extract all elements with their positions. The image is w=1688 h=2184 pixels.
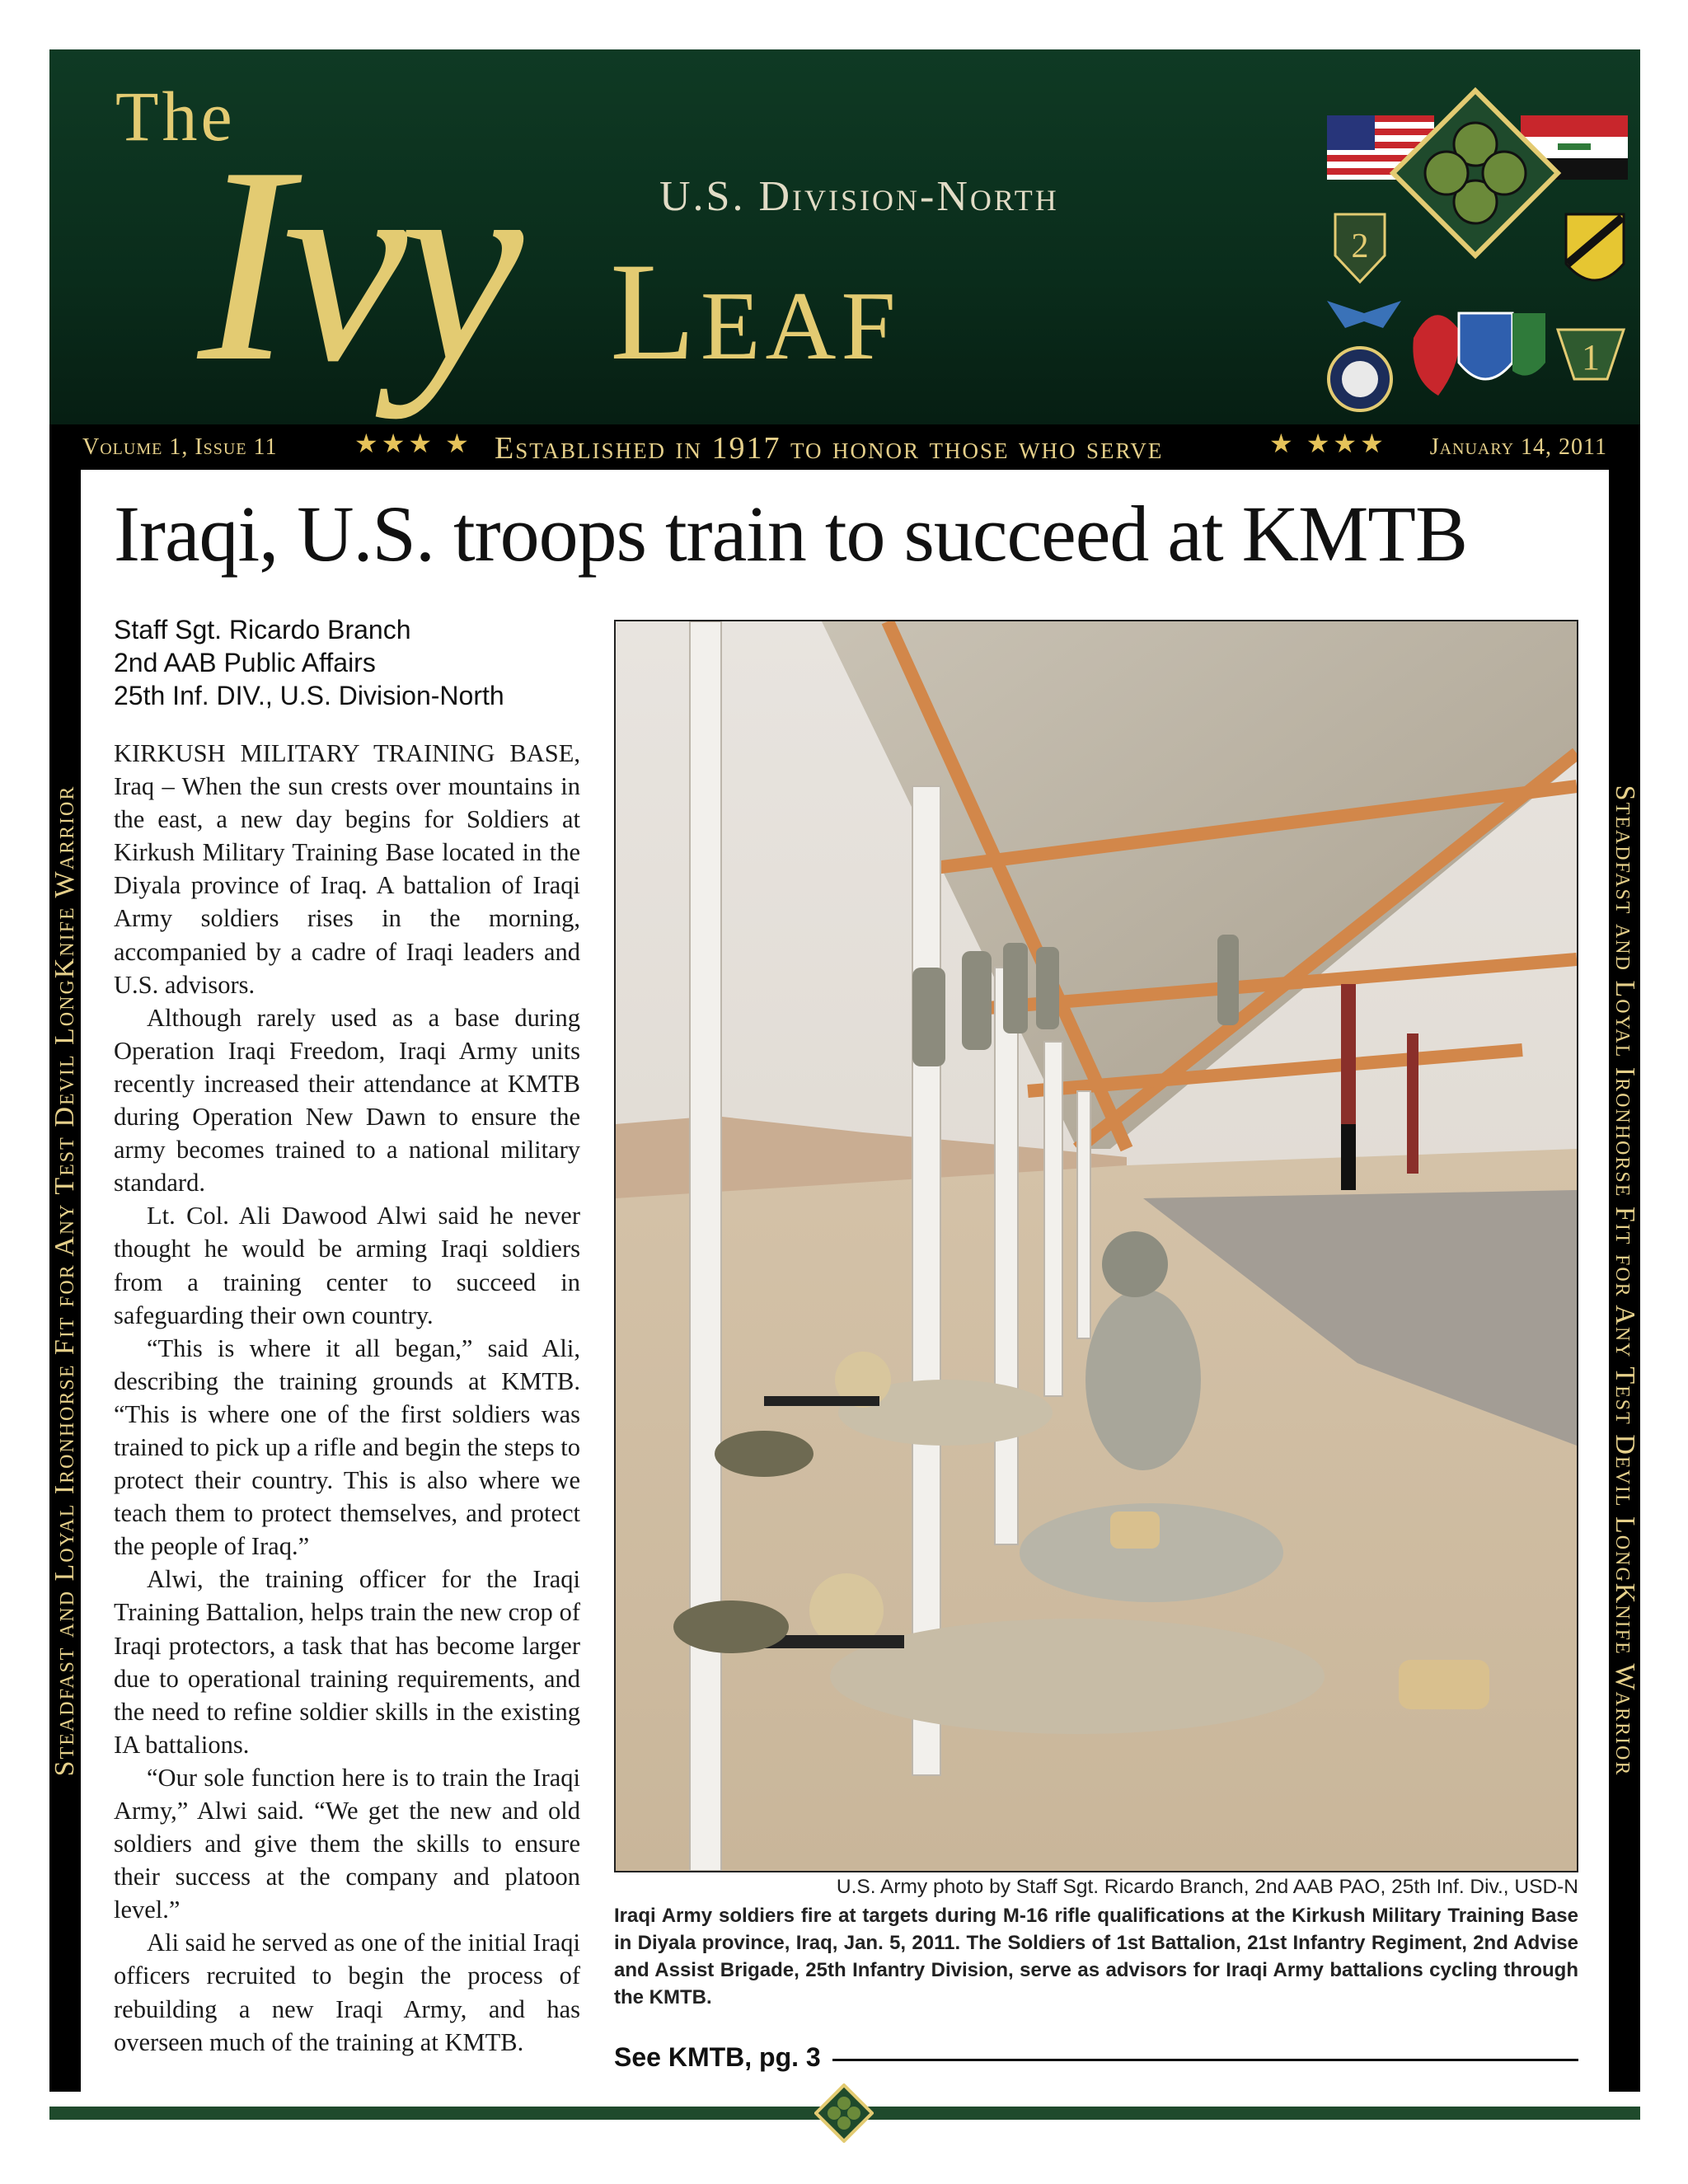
- title-the: The: [115, 77, 236, 156]
- byline-division: 25th Inf. DIV., U.S. Division-North: [114, 681, 504, 710]
- sidebar-left: [49, 470, 81, 2092]
- footer-ivy-emblem-icon: [814, 2083, 874, 2143]
- article-paragraph: KIRKUSH MILITARY TRAINING BASE, Iraq – When the sun crests over mountains in the east, a new day begins for Soldiers at Kirkush Military Training Base located in the Diyala province of Iraq. A battalion of Iraqi Army soldiers rises in the morning, accompanied by a cadre of Iraqi leaders and U.S. advisors.: [114, 739, 580, 999]
- masthead: [49, 49, 1640, 470]
- continued-link[interactable]: See KMTB, pg. 3: [614, 2042, 821, 2072]
- headline: Iraqi, U.S. troops train to succeed at KMTB: [114, 490, 1467, 578]
- svg-text:2: 2: [1351, 227, 1369, 265]
- continued-rule: [832, 2059, 1578, 2061]
- star-icon: ★★★ ★: [354, 429, 472, 458]
- sidebar-right: [1609, 470, 1640, 2092]
- title-leaf: Leaf: [610, 234, 901, 389]
- star-icon: ★ ★★★: [1269, 429, 1387, 458]
- sidebar-right-text: Steadfast and Loyal Ironhorse Fit for Any Test Devil LongKnife Warrior: [1610, 785, 1640, 1777]
- photo-credit: U.S. Army photo by Staff Sgt. Ricardo Branch, 2nd AAB PAO, 25th Inf. Div., USD-N: [836, 1876, 1578, 1898]
- insignia-cluster: [1319, 66, 1632, 420]
- photo-caption: Iraqi Army soldiers fire at targets during M-16 rifle qualifications at the Kirkush Military Training Base in Diyala province, Iraq, Jan. 5, 2011. The Soldiers of 1st Battalion, 21st Infantry Regiment, 2nd Advise and Assist Brigade, 25th Infantry Division, serve as advisors for Iraqi Army battalions cycling through the KMTB.: [614, 1905, 1578, 2008]
- volume-issue: Volume 1, Issue 11: [82, 434, 278, 460]
- first-cavalry-patch-icon: [1566, 214, 1624, 280]
- article-paragraph: “This is where it all began,” said Ali, describing the training grounds at KMTB. “This is where one of the first soldiers was trained to pick up a rifle and begin the steps to protect their country. This is also where we teach them to protect themselves, and protect the people of Iraq.”: [114, 1333, 580, 1561]
- byline-author: Staff Sgt. Ricardo Branch: [114, 615, 411, 644]
- article-paragraph: “Our sole function here is to train the Iraqi Army,” Alwi said. “We get the new and old soldiers and give them the skills to ensure their success at the company and platoon level.”: [114, 1763, 580, 1924]
- article-body: [114, 737, 580, 2059]
- twenty-fifth-division-patch-icon: [1413, 315, 1459, 396]
- article-photo: [614, 620, 1578, 1872]
- photo-firing-range: [616, 621, 1577, 1871]
- title-subtitle: U.S. Division-North: [659, 173, 1059, 220]
- navy-seal-icon: [1329, 348, 1391, 410]
- special-forces-patch-icon: [1558, 330, 1624, 379]
- svg-text:1: 1: [1582, 337, 1600, 377]
- byline: [114, 613, 592, 712]
- issue-date: January 14, 2011: [1429, 434, 1607, 460]
- info-bar: [49, 424, 1640, 470]
- article-paragraph: Lt. Col. Ali Dawood Alwi said he never thought he would be arming Iraqi soldiers from a training center to succeed in safeguarding their own country.: [114, 1202, 580, 1329]
- article-paragraph: Alwi, the training officer for the Iraqi Training Battalion, helps train the new crop of Iraqi protectors, a task that has become larger due to operational training requirements, and the need to refine soldier skills in the existing IA battalions.: [114, 1565, 580, 1759]
- sidebar-left-text: Steadfast and Loyal Ironhorse Fit for Any Test Devil LongKnife Warrior: [49, 785, 80, 1777]
- air-force-icon: [1327, 301, 1401, 328]
- article-paragraph: Ali said he served as one of the initial Iraqi officers recruited to begin the process of rebuilding a new Iraqi Army, and has overseen much of the training at KMTB.: [114, 1929, 580, 2056]
- article-paragraph: Although rarely used as a base during Operation Iraqi Freedom, Iraqi Army units recently increased their attendance at KMTB during Operation New Dawn to ensure the army becomes trained to a national military standard.: [114, 1003, 580, 1197]
- title-ivy: Ivy: [198, 109, 516, 419]
- tagline: Established in 1917 to honor those who serve: [495, 431, 1164, 466]
- second-brigade-patch-icon: [1335, 214, 1385, 282]
- first-armored-patch-icon: [1459, 313, 1545, 379]
- byline-unit: 2nd AAB Public Affairs: [114, 648, 376, 677]
